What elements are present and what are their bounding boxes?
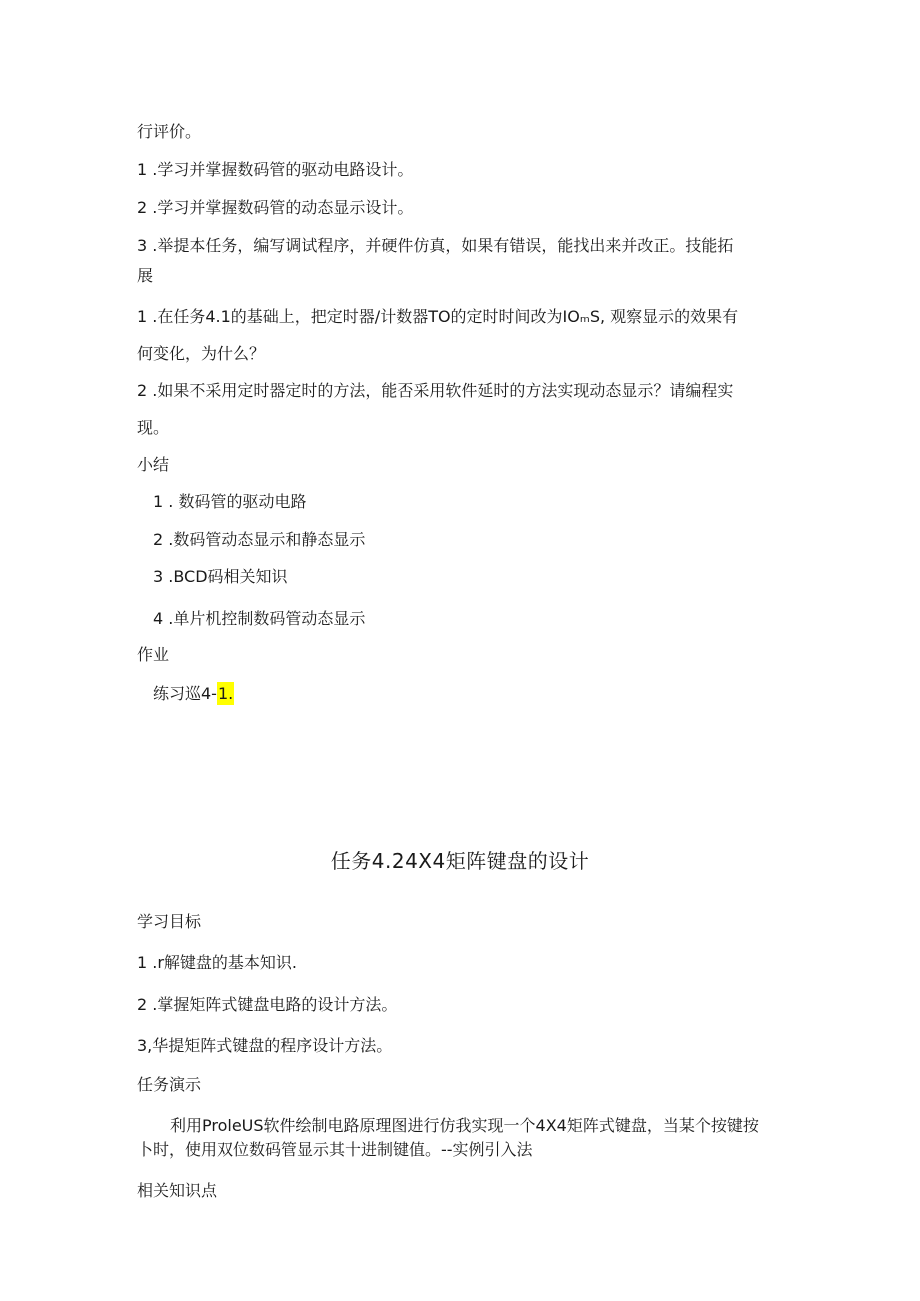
text-line: 现。 xyxy=(137,418,170,437)
text-line: 何变化，为什么？ xyxy=(137,344,266,363)
homework-prefix: 练习巡4- xyxy=(153,684,217,703)
section-heading-demo: 任务演示 xyxy=(137,1075,202,1094)
list-item: 3 .BCD码相关知识 xyxy=(153,567,288,586)
highlighted-text: 1. xyxy=(217,684,234,703)
list-item: 2 .掌握矩阵式键盘电路的设计方法。 xyxy=(137,995,398,1014)
list-item: 2 .学习并掌握数码管的动态显示设计。 xyxy=(137,198,414,217)
section-heading-knowledge: 相关知识点 xyxy=(137,1181,218,1200)
paragraph-line: 利用ProleUS软件绘制电路原理图进行仿我实现一个4X4矩阵式键盘，当某个按键按 xyxy=(170,1116,759,1135)
list-item: 3 .举提本任务，编写调试程序，并硬件仿真，如果有错误，能找出来并改正。技能拓 xyxy=(137,236,734,255)
page-title: 任务4.24X4矩阵键盘的设计 xyxy=(330,849,590,873)
list-item: 4 .单片机控制数码管动态显示 xyxy=(153,609,366,628)
list-item: 2 .如果不采用定时器定时的方法，能否采用软件延时的方法实现动态显示？请编程实 xyxy=(137,381,734,400)
section-heading-summary: 小结 xyxy=(137,455,170,474)
paragraph-line: 卜时，使用双位数码管显示其十进制键值。--实例引入法 xyxy=(137,1140,533,1159)
list-item: 1 . 数码管的驱动电路 xyxy=(153,492,307,511)
list-item: 1 .在任务4.1的基础上，把定时器/计数器TO的定时时间改为IOₘS, 观察显示的效果有 xyxy=(137,307,739,326)
text-line: 展 xyxy=(137,266,154,285)
section-heading-homework: 作业 xyxy=(137,645,170,664)
text-line: 行评价。 xyxy=(137,122,202,141)
list-item: 2 .数码管动态显示和静态显示 xyxy=(153,530,366,549)
list-item: 3,华提矩阵式键盘的程序设计方法。 xyxy=(137,1036,393,1055)
list-item: 1 .学习并掌握数码管的驱动电路设计。 xyxy=(137,160,414,179)
section-heading-goals: 学习目标 xyxy=(137,912,202,931)
list-item: 1 .r解键盘的基本知识. xyxy=(137,953,298,972)
homework-line xyxy=(153,684,234,704)
